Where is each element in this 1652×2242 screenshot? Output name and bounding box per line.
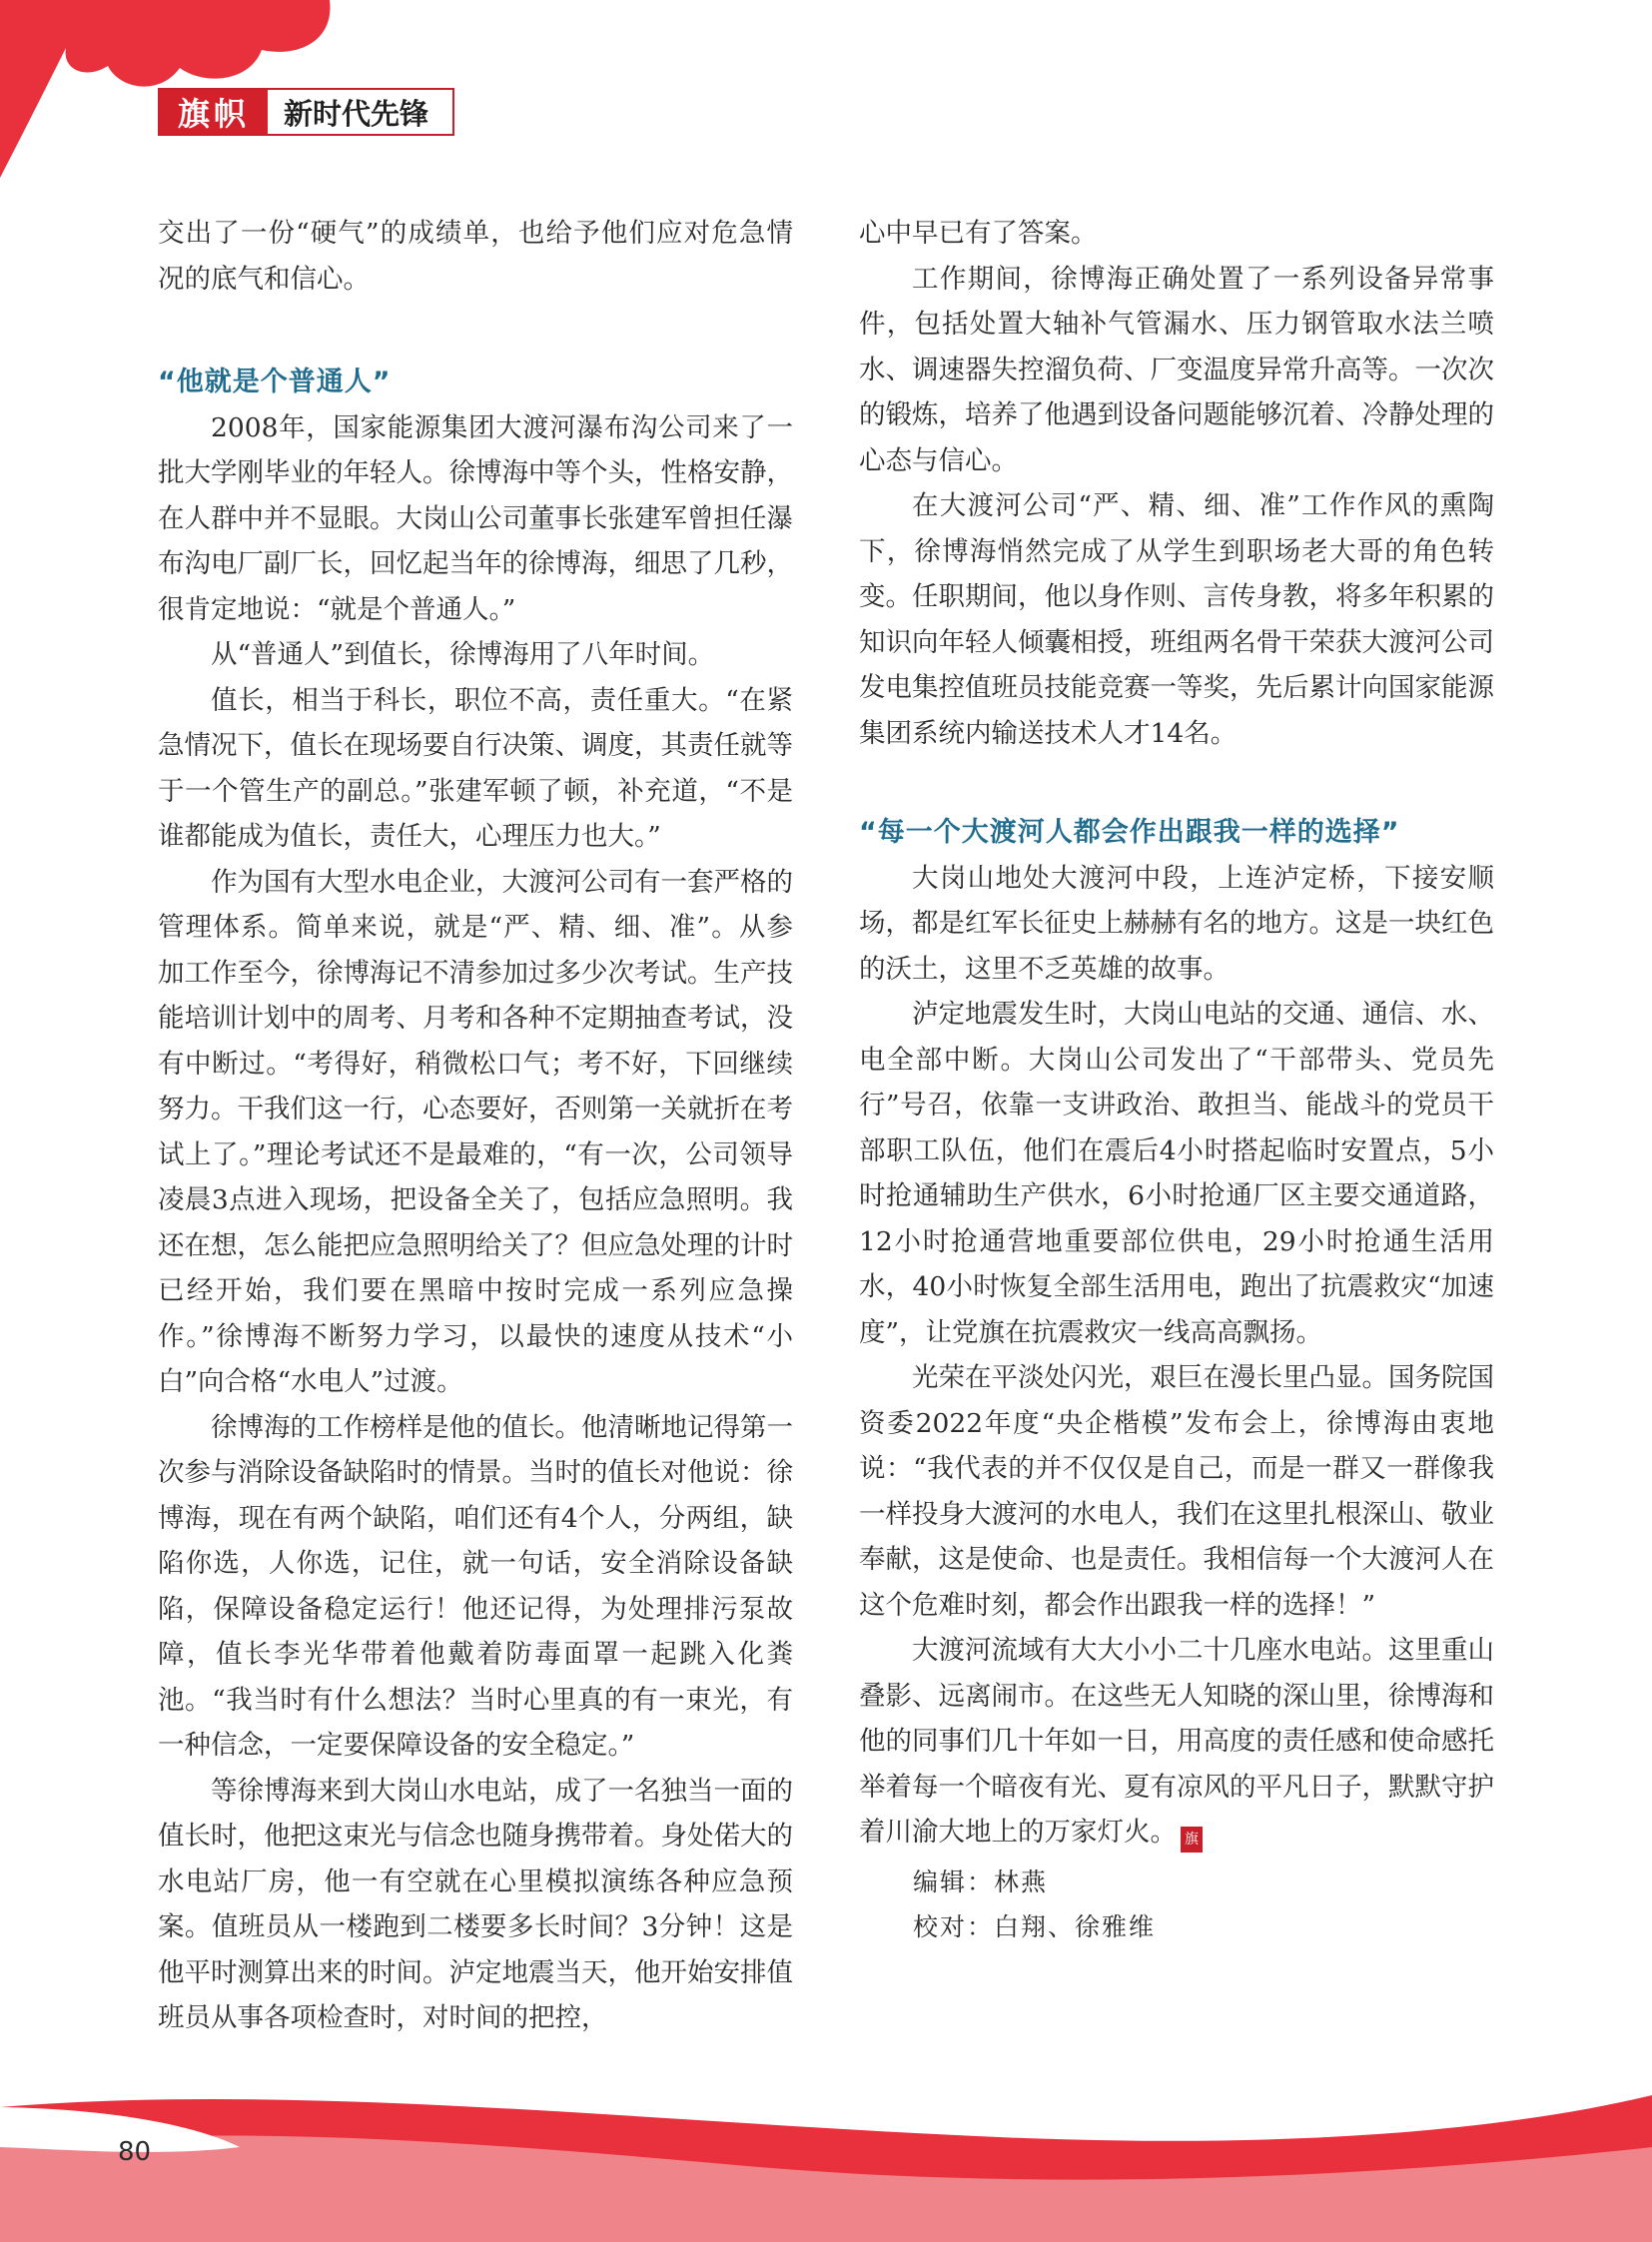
subheading-ordinary-person: “他就是个普通人”	[158, 367, 392, 397]
paragraph: 从“普通人”到值长，徐博海用了八年时间。	[211, 639, 715, 670]
red-wave-decoration	[0, 2087, 1652, 2242]
paragraph: 等徐博海来到大岗山水电站，成了一名独当一面的值长时，他把这束光与信念也随身携带着。身处偌大的水电站厂房，他一有空就在心里模拟演练各种应急预案。值班员从一楼跑到二楼要多长时间？3分钟！这是他平时测算出来的时间。泸定地震当天，他开始安排值班员从事各项检查时，对时间的把控，	[158, 1775, 793, 2033]
section-title: 新时代先锋	[284, 96, 429, 131]
intro-paragraph: 交出了一份“硬气”的成绩单，也给予他们应对危急情况的底气和信心。	[158, 218, 793, 295]
left-column	[158, 211, 793, 2041]
paragraph: 大岗山地处大渡河中段，上连泸定桥，下接安顺场，都是红军长征史上赫赫有名的地方。这是一块红色的沃土，这里不乏英雄的故事。	[859, 862, 1494, 985]
end-of-article-mark: 旗	[1181, 1827, 1203, 1853]
paragraph: 2008年，国家能源集团大渡河瀑布沟公司来了一批大学刚毕业的年轻人。徐博海中等个头，性格安静，在人群中并不显眼。大岗山公司董事长张建军曾担任瀑布沟电厂副厂长，回忆起当年的徐博海，细思了几秒，很肯定地说：“就是个普通人。”	[158, 411, 793, 625]
editor-credit: 编辑：林燕	[913, 1867, 1049, 1896]
paragraph: 值长，相当于科长，职位不高，责任重大。“在紧急情况下，值长在现场要自行决策、调度，其责任就等于一个管生产的副总。”张建军顿了顿，补充道，“不是谁都能成为值长，责任大，心理压力也大。”	[158, 684, 793, 852]
page-number: 80	[118, 2137, 152, 2167]
right-column	[859, 211, 1494, 1950]
proofreader-credit: 校对：白翔、徐雅维	[913, 1912, 1157, 1941]
closing-paragraph	[859, 1628, 1494, 1856]
paragraph: 在大渡河公司“严、精、细、准”工作作风的熏陶下，徐博海悄然完成了从学生到职场老大哥的角色转变。任职期间，他以身作则、言传身教，将多年积累的知识向年轻人倾囊相授，班组两名骨干荣获大渡河公司发电集控值班员技能竞赛一等奖，先后累计向国家能源集团系统内输送技术人才14名。	[859, 490, 1494, 749]
section-header-badge	[158, 88, 454, 136]
paragraph: 作为国有大型水电企业，大渡河公司有一套严格的管理体系。简单来说，就是“严、精、细、准”。从参加工作至今，徐博海记不清参加过多少次考试。生产技能培训计划中的周考、月考和各种不定期抽查考试，没有中断过。“考得好，稍微松口气；考不好，下回继续努力。干我们这一行，心态要好，否则第一关就折在考试上了。”理论考试还不是最难的，“有一次，公司领导凌晨3点进入现场，把设备全关了，包括应急照明。我还在想，怎么能把应急照明给关了？但应急处理的计时已经开始，我们要在黑暗中按时完成一系列应急操作。”徐博海不断努力学习，以最快的速度从技术“小白”向合格“水电人”过渡。	[158, 866, 793, 1397]
paragraph: 光荣在平淡处闪光，艰巨在漫长里凸显。国务院国资委2022年度“央企楷模”发布会上，徐博海由衷地说：“我代表的并不仅仅是自己，而是一群又一群像我一样投身大渡河的水电人，我们在这里扎根深山、敬业奉献，这是使命、也是责任。我相信每一个大渡河人在这个危难时刻，都会作出跟我一样的选择！”	[859, 1362, 1494, 1621]
paragraph: 工作期间，徐博海正确处置了一系列设备异常事件，包括处置大轴补气管漏水、压力钢管取水法兰喷水、调速器失控溜负荷、厂变温度异常升高等。一次次的锻炼，培养了他遇到设备问题能够沉着、冷静处理的心态与信心。	[859, 263, 1494, 476]
continuation-paragraph: 心中早已有了答案。	[859, 218, 1098, 249]
closing-paragraph-text: 大渡河流域有大大小小二十几座水电站。这里重山叠影、远离闹市。在这些无人知晓的深山里，徐博海和他的同事们几十年如一日，用高度的责任感和使命感托举着每一个暗夜有光、夏有凉风的平凡日子，默默守护着川渝大地上的万家灯火。	[859, 1635, 1494, 1848]
credits	[859, 1860, 1494, 1950]
paragraph: 徐博海的工作榜样是他的值长。他清晰地记得第一次参与消除设备缺陷时的情景。当时的值长对他说：徐博海，现在有两个缺陷，咱们还有4个人，分两组，缺陷你选，人你选，记住，就一句话，安全消除设备缺陷，保障设备稳定运行！他还记得，为处理排污泵故障，值长李光华带着他戴着防毒面罩一起跳入化粪池。“我当时有什么想法？当时心里真的有一束光，有一种信念，一定要保障设备的安全稳定。”	[158, 1411, 793, 1761]
paragraph: 泸定地震发生时，大岗山电站的交通、通信、水、电全部中断。大岗山公司发出了“干部带头、党员先行”号召，依靠一支讲政治、敢担当、能战斗的党员干部职工队伍，他们在震后4小时搭起临时安置点，5小时抢通辅助生产供水，6小时抢通厂区主要交通道路，12小时抢通营地重要部位供电，29小时抢通生活用水，40小时恢复全部生活用电，跑出了抗震救灾“加速度”，让党旗在抗震救灾一线高高飘扬。	[859, 999, 1494, 1348]
magazine-brand-logo: 旗帜	[160, 90, 268, 134]
subheading-same-choice: “每一个大渡河人都会作出跟我一样的选择”	[859, 817, 1400, 848]
